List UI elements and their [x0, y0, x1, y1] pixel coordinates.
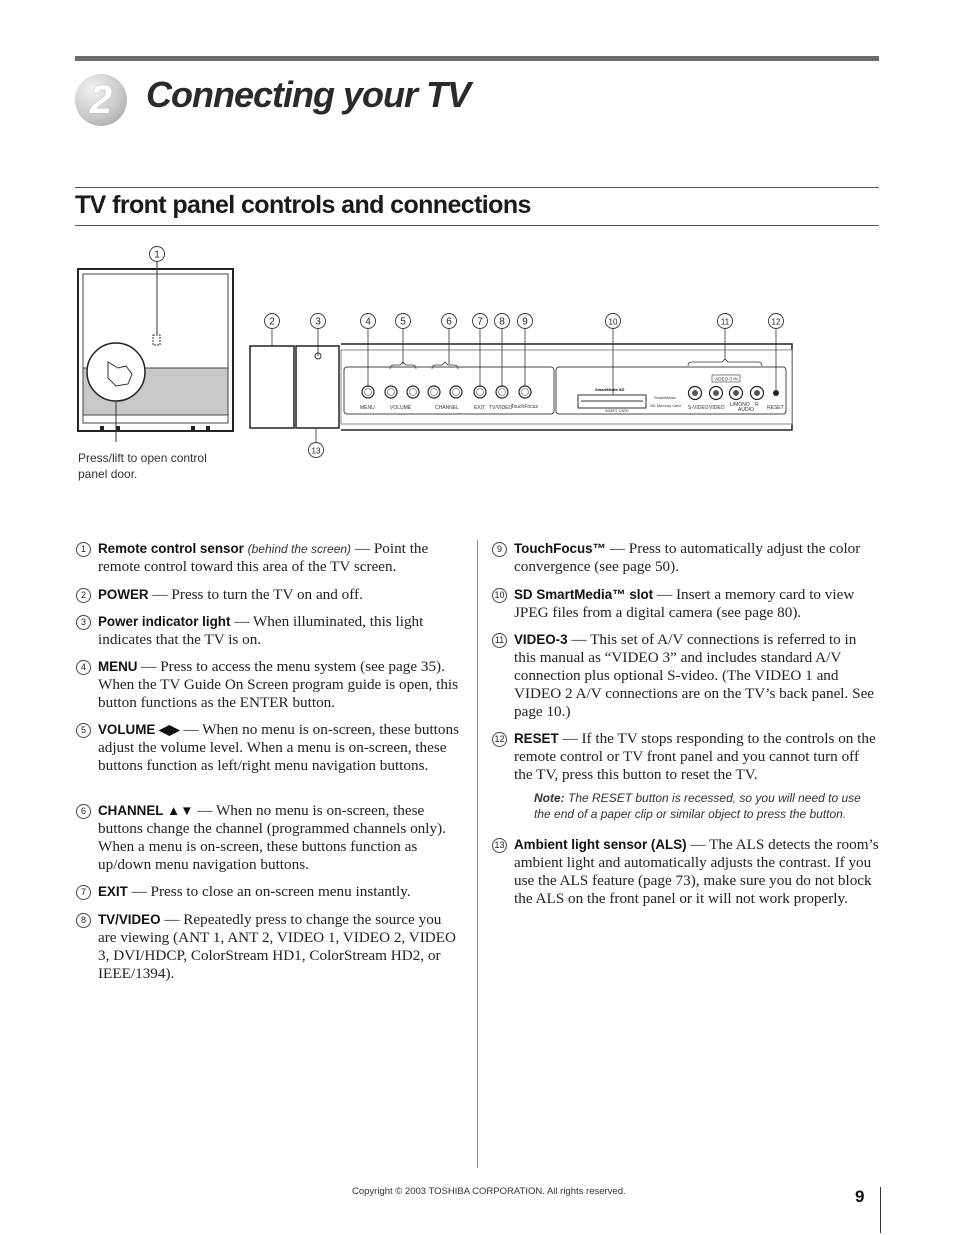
- panel-label-volume: VOLUME: [390, 405, 412, 411]
- item-label: EXIT: [98, 884, 128, 899]
- item-text: — Press to access the menu system (see page 35). When the TV Guide On Screen program guide is open, this button functions as the ENTER button.: [98, 658, 459, 711]
- item-number: 8: [76, 913, 91, 928]
- item-text: — Point the remote control toward this area of the TV screen.: [98, 540, 429, 575]
- callout-number: 13: [311, 446, 321, 456]
- list-item: [494, 836, 879, 908]
- item-number: 4: [76, 660, 91, 675]
- item-text: — When illuminated, this light indicates that the TV is on.: [98, 613, 424, 648]
- callout-number: 11: [720, 317, 730, 327]
- callout-2: [265, 314, 280, 347]
- item-number: 10: [492, 588, 507, 603]
- audio-l-jack[interactable]: [730, 387, 743, 400]
- item-label: TV/VIDEO: [98, 912, 161, 927]
- item-number: 11: [492, 633, 507, 648]
- page-edge-rule: [880, 1187, 881, 1233]
- chapter-title: Connecting your TV: [146, 74, 470, 115]
- item-number: 13: [492, 838, 507, 853]
- page-number: 9: [855, 1187, 865, 1206]
- section-rule-top: [75, 187, 879, 188]
- list-item: [80, 540, 463, 576]
- panel-label-sdcard: SD Memory Card: [650, 403, 681, 408]
- section-title: TV front panel controls and connections: [75, 191, 531, 219]
- item-label: CHANNEL ▲▼: [98, 803, 194, 818]
- audio-r-jack[interactable]: [751, 387, 764, 400]
- tv-video-button[interactable]: [496, 386, 508, 398]
- item-text: — Press to automatically adjust the color convergence (see page 50).: [514, 540, 861, 575]
- panel-label-smartmedia: SmartMedia: [654, 395, 676, 400]
- item-label: SD SmartMedia™ slot: [514, 587, 654, 602]
- touchfocus-button[interactable]: [519, 386, 531, 398]
- item-number: 1: [76, 542, 91, 557]
- panel-label-touchfocus: TouchFocus: [511, 404, 538, 410]
- tv-illustration: [78, 262, 233, 442]
- callout-number: 3: [315, 316, 321, 328]
- item-label: MENU: [98, 659, 138, 674]
- callout-number: 1: [154, 249, 160, 261]
- copyright: Copyright © 2003 TOSHIBA CORPORATION. All rights reserved.: [352, 1186, 626, 1197]
- item-text: — When no menu is on-screen, these buttons change the channel (programmed channels only). When a menu is on-screen, these buttons function as up/down menu navigation buttons.: [98, 802, 446, 873]
- panel-label-tvvideo: TV/VIDEO: [489, 405, 513, 411]
- item-text: — When no menu is on-screen, these buttons adjust the volume level. When a menu is on-screen, these buttons function as left/right menu navigation buttons.: [98, 721, 459, 774]
- callout-number: 4: [365, 316, 371, 328]
- item-label: VIDEO-3: [514, 632, 568, 647]
- list-item: [80, 586, 363, 604]
- top-rule: [75, 56, 879, 61]
- callout-13: [309, 428, 324, 458]
- item-text: — If the TV stops responding to the controls on the remote control or TV front panel and you cannot turn off the TV, press this button to reset the TV.: [514, 730, 876, 783]
- channel-down-button[interactable]: [450, 386, 462, 398]
- note-label: Note:: [534, 791, 565, 805]
- item-qualifier: (behind the screen): [247, 542, 352, 556]
- svideo-jack[interactable]: [689, 387, 702, 400]
- panel-label-svideo: S-VIDEO: [688, 405, 709, 411]
- item-label: RESET: [514, 731, 559, 746]
- menu-button[interactable]: [362, 386, 374, 398]
- item-number: 12: [492, 732, 507, 747]
- reset-note: [534, 790, 864, 822]
- panel-label-exit: EXIT: [474, 405, 486, 411]
- exit-button[interactable]: [474, 386, 486, 398]
- panel-label-lmono: L/MONO: [730, 402, 750, 408]
- channel-up-button[interactable]: [428, 386, 440, 398]
- section-rule-bottom: [75, 225, 879, 226]
- list-item: [80, 721, 463, 775]
- reset-button[interactable]: [773, 390, 779, 396]
- list-item: [80, 883, 411, 901]
- note-text: The RESET button is recessed, so you will need to use the end of a paper clip or similar object to press the button.: [534, 791, 861, 821]
- callout-number: 8: [499, 316, 505, 328]
- callout-number: 7: [477, 316, 483, 328]
- item-label: Remote control sensor: [98, 541, 244, 556]
- item-number: 6: [76, 804, 91, 819]
- callout-number: 10: [608, 317, 618, 327]
- list-item: [80, 658, 463, 712]
- callout-1: [150, 247, 165, 262]
- panel-label-menu: MENU: [360, 405, 375, 411]
- item-label: TouchFocus™: [514, 541, 606, 556]
- svg-text:SmartMedia SD: SmartMedia SD: [595, 387, 625, 392]
- item-label: VOLUME ◀▶: [98, 722, 180, 737]
- callout-number: 12: [771, 317, 781, 327]
- panel-label-channel: CHANNEL: [435, 405, 459, 411]
- item-number: 7: [76, 885, 91, 900]
- callout-number: 9: [522, 316, 528, 328]
- item-text: — Press to close an on-screen menu instantly.: [127, 883, 411, 900]
- list-item: [494, 586, 879, 622]
- item-number: 5: [76, 723, 91, 738]
- panel-label-reset: RESET: [767, 405, 784, 411]
- item-label: Power indicator light: [98, 614, 231, 629]
- panel-label-insert-card: INSERT CARD: [605, 409, 629, 413]
- column-divider: [477, 540, 478, 1168]
- item-text: — The ALS detects the room’s ambient light and automatically adjusts the contrast. If you use the ALS feature (page 73), make sure you do not block the ALS on the front panel or it will not work properly.: [514, 836, 879, 907]
- callout-number: 2: [269, 316, 275, 328]
- item-label: POWER: [98, 587, 149, 602]
- list-item: [80, 911, 463, 983]
- item-text: — This set of A/V connections is referred to in this manual as “VIDEO 3” and includes standard A/V connection plus optional S-video. (The VIDEO 1 and VIDEO 2 A/V connections are on the TV’s back panel. See page 10.): [514, 631, 875, 720]
- callout-number: 6: [446, 316, 452, 328]
- panel-label-audio: AUDIO: [738, 407, 754, 413]
- item-number: 9: [492, 542, 507, 557]
- item-number: 3: [76, 615, 91, 630]
- item-label: Ambient light sensor (ALS): [514, 837, 687, 852]
- item-number: 2: [76, 588, 91, 603]
- panel-label-video: VIDEO: [709, 405, 725, 411]
- list-item: [496, 540, 879, 576]
- callout-number: 5: [400, 316, 406, 328]
- volume-right-button[interactable]: [407, 386, 419, 398]
- item-text: — Repeatedly press to change the source you are viewing (ANT 1, ANT 2, VIDEO 1, VIDEO 2, VIDEO 3, DVI/HDCP, ColorStream HD1, ColorStream HD2, or IEEE/1394).: [98, 911, 456, 982]
- chapter-number-badge: 2: [75, 74, 127, 126]
- item-text: — Insert a memory card to view JPEG files from a digital camera (see page 80).: [514, 586, 855, 621]
- volume-left-button[interactable]: [385, 386, 397, 398]
- panel-label-r: R: [755, 402, 759, 408]
- list-item: [80, 613, 463, 649]
- list-item: [494, 631, 879, 721]
- item-text: — Press to turn the TV on and off.: [148, 586, 363, 603]
- panel-label-video3: VIDEO-3 IN: [714, 376, 738, 382]
- list-item: [80, 802, 463, 874]
- diagram-caption: Press/lift to open control panel door.: [78, 451, 207, 481]
- list-item: [494, 730, 879, 784]
- video-jack[interactable]: [710, 387, 723, 400]
